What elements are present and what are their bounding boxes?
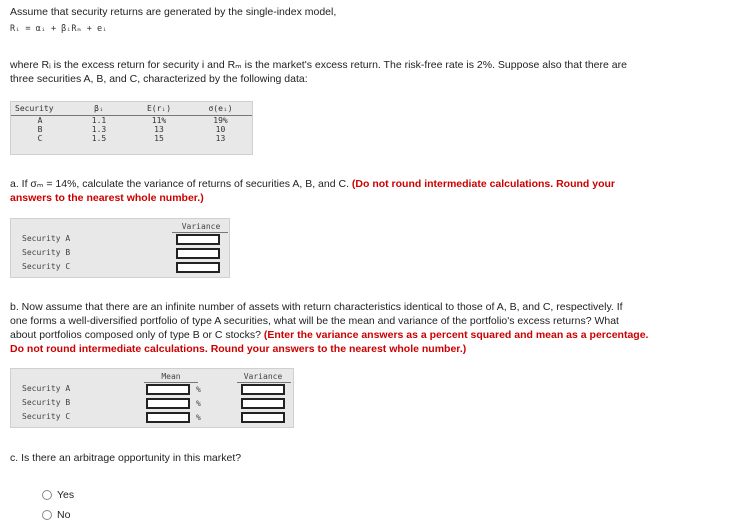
radio-option-no[interactable]: No xyxy=(42,509,70,521)
radio-option-yes[interactable]: Yes xyxy=(42,489,74,501)
variance-column-header: Variance xyxy=(243,372,283,381)
row-label-security-b: Security B xyxy=(22,248,71,257)
part-b-line-1: b. Now assume that there are an infinite number of assets with return characteristics identical to those of A, B, and C, respectively. If xyxy=(10,301,623,313)
percent-sign: % xyxy=(196,413,201,422)
row-label-security-c: Security C xyxy=(22,412,71,421)
part-b-instruction: Do not round intermediate calculations. Round your answers to the nearest whole number.) xyxy=(10,343,467,355)
part-b-answer-panel xyxy=(10,368,294,428)
model-formula: Rᵢ = αᵢ + βᵢRₘ + eᵢ xyxy=(10,24,108,34)
header-residual-sd: σ(eᵢ) xyxy=(189,102,252,116)
variance-a-input[interactable] xyxy=(241,384,285,395)
row-label-security-c: Security C xyxy=(22,262,71,271)
intro-text: Assume that security returns are generated by the single-index model, xyxy=(10,6,337,18)
radio-button[interactable] xyxy=(42,510,52,520)
mean-b-input[interactable] xyxy=(146,398,190,409)
part-a-question: a. If σₘ = 14%, calculate the variance of returns of securities A, B, and C. (Do not round intermediate calculations. Round your xyxy=(10,178,616,190)
variance-b-input[interactable] xyxy=(241,398,285,409)
header-expected-return: E(rᵢ) xyxy=(129,102,189,116)
description-line-1: where Rᵢ is the excess return for security i and Rₘ is the market's excess return. The risk-free rate is 2%. Suppose also that there are xyxy=(10,59,627,71)
table-row: C 1.5 15 13 xyxy=(37,134,226,143)
table-row: B 1.3 13 10 xyxy=(37,125,226,134)
percent-sign: % xyxy=(196,385,201,394)
row-label-security-b: Security B xyxy=(22,398,71,407)
part-b-line-2: one forms a well-diversified portfolio of type A securities, what will be the mean and variance of the portfolio's excess returns? What xyxy=(10,315,619,327)
table-row: A 1.1 11% 19% xyxy=(37,116,228,125)
percent-sign: % xyxy=(196,399,201,408)
part-b-line-3: about portfolios composed only of type B or C stocks? (Enter the variance answers as a percent squared and mean as a percentage. xyxy=(10,329,649,341)
variance-c-input[interactable] xyxy=(176,262,220,273)
header-security: Security xyxy=(11,102,69,116)
variance-column-header: Variance xyxy=(181,222,221,231)
row-label-security-a: Security A xyxy=(22,384,71,393)
row-label-security-a: Security A xyxy=(22,234,71,243)
header-beta: βᵢ xyxy=(69,102,129,116)
description-line-2: three securities A, B, and C, characterized by the following data: xyxy=(10,73,308,85)
part-a-answer-panel xyxy=(10,218,230,278)
radio-button[interactable] xyxy=(42,490,52,500)
variance-a-input[interactable] xyxy=(176,234,220,245)
variance-b-input[interactable] xyxy=(176,248,220,259)
security-data-table xyxy=(10,101,253,155)
mean-column-header: Mean xyxy=(161,372,181,381)
mean-c-input[interactable] xyxy=(146,412,190,423)
part-c-question: c. Is there an arbitrage opportunity in this market? xyxy=(10,452,242,464)
mean-a-input[interactable] xyxy=(146,384,190,395)
variance-c-input[interactable] xyxy=(241,412,285,423)
part-a-instruction: answers to the nearest whole number.) xyxy=(10,192,204,204)
